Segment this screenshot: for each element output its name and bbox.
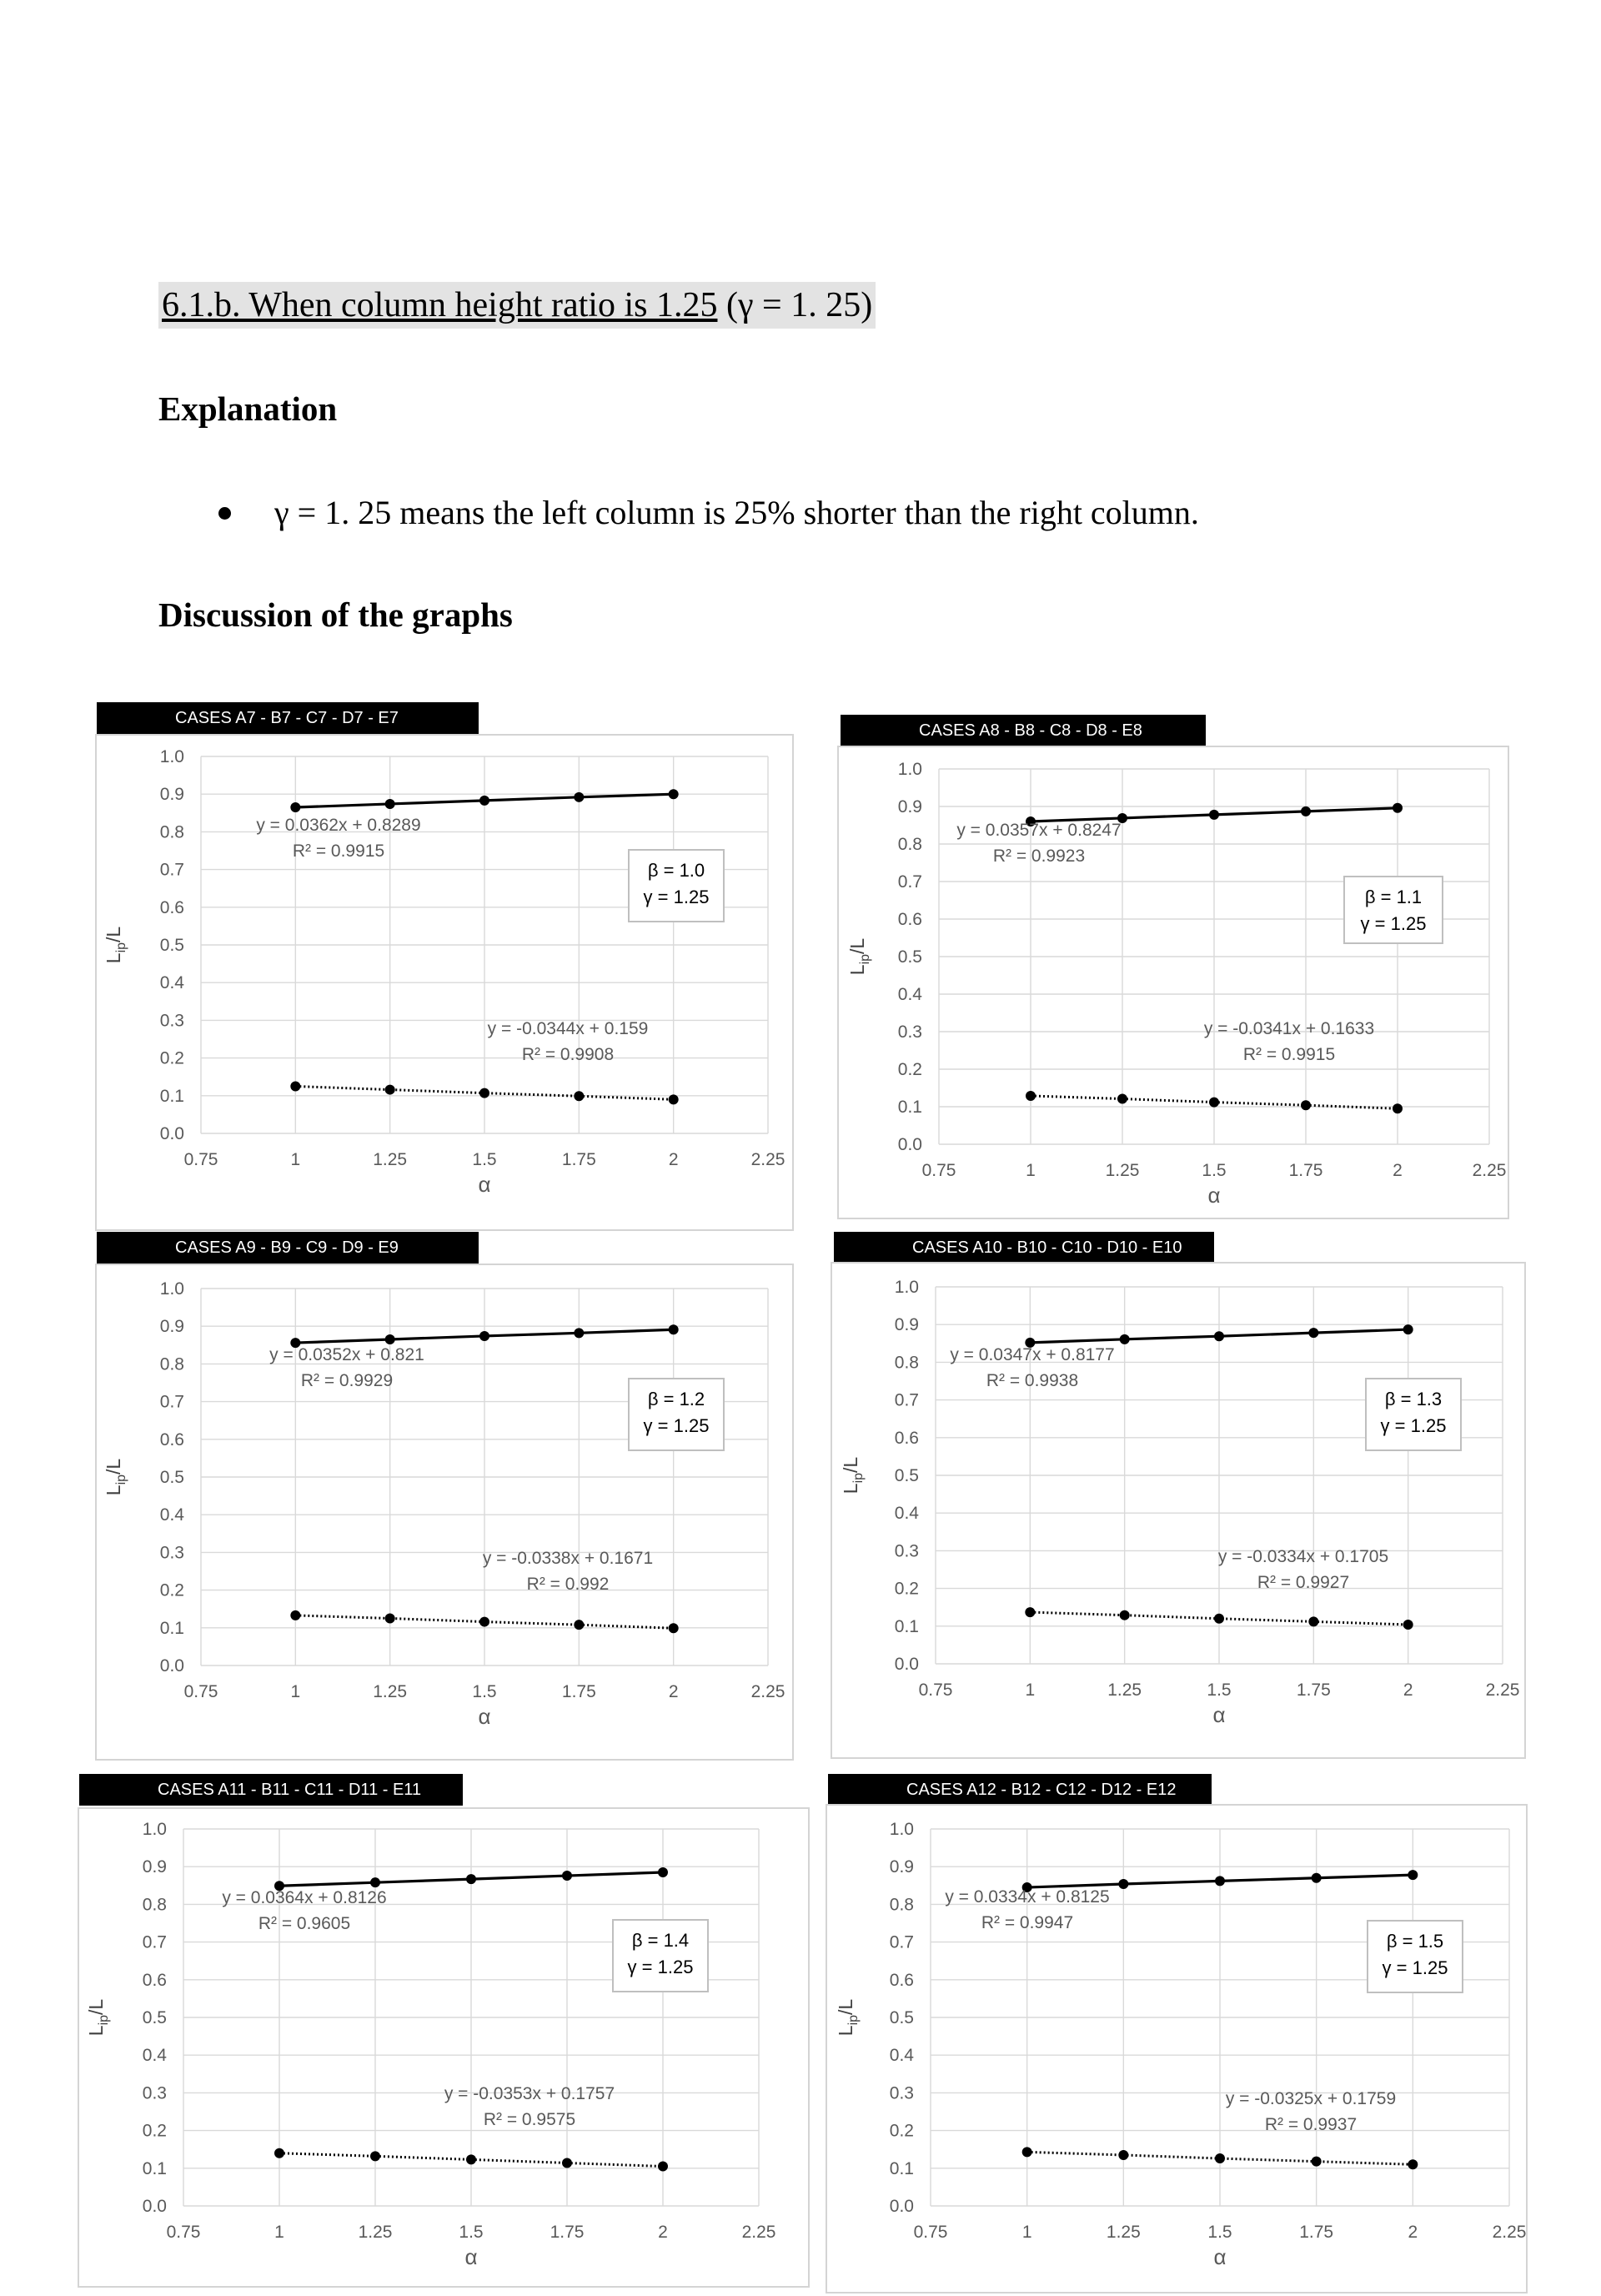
x-tick-label: 1 <box>1021 2223 1032 2242</box>
chart-frame <box>837 746 1509 1219</box>
y-tick-label: 0.3 <box>159 1011 184 1031</box>
y-tick-label: 0.9 <box>889 1857 914 1877</box>
y-tick-label: 0.9 <box>159 785 184 805</box>
beta-label: β = 1.1 <box>1364 887 1423 907</box>
data-point <box>1117 1094 1127 1104</box>
x-tick-label: 1.5 <box>1207 2223 1232 2242</box>
x-axis-label: α <box>478 1704 491 1729</box>
y-tick-label: 1.0 <box>142 1820 167 1839</box>
y-tick-label: 0.3 <box>897 1022 922 1042</box>
x-axis-label: α <box>1212 1702 1226 1727</box>
chart-title-text: CASES A10 - B10 - C10 - D10 - E10 <box>912 1238 1182 1257</box>
data-point <box>1214 1331 1224 1341</box>
x-tick-label: 1.25 <box>1105 1161 1140 1180</box>
x-tick-label: 1 <box>274 2223 284 2242</box>
chart-svg <box>839 747 1508 1218</box>
trendline-r2: R² = 0.992 <box>526 1575 610 1594</box>
data-point <box>658 1867 668 1877</box>
y-axis-label-text: $L_{ip}/L$ <box>103 1458 128 1496</box>
x-tick-label: 0.75 <box>183 1682 218 1701</box>
x-tick-label: 1.5 <box>472 1150 497 1169</box>
data-point <box>479 796 489 806</box>
data-point <box>274 2148 284 2158</box>
y-tick-label: 1.0 <box>897 760 922 779</box>
trendline-r2: R² = 0.9938 <box>986 1371 1079 1390</box>
y-axis-label <box>103 927 128 964</box>
data-point <box>385 799 395 809</box>
y-tick-label: 0.4 <box>897 985 922 1004</box>
gamma-label: γ = 1.25 <box>643 1415 710 1436</box>
trendline-equation: y = 0.0362x + 0.8289 <box>256 816 421 835</box>
data-point <box>1408 2159 1418 2169</box>
y-axis-label-text: $L_{ip}/L$ <box>103 926 128 964</box>
y-tick-label: 0.6 <box>894 1428 919 1448</box>
data-point <box>574 1328 584 1338</box>
y-tick-label: 0.4 <box>159 1505 184 1525</box>
trendline-r2: R² = 0.9937 <box>1264 2115 1358 2134</box>
y-tick-label: 1.0 <box>159 1279 184 1299</box>
y-axis-label-text: $L_{ip}/L$ <box>85 1998 111 2037</box>
x-tick-label: 2 <box>1408 2223 1418 2242</box>
y-axis-label <box>103 1459 128 1496</box>
chart-svg <box>97 1265 792 1759</box>
data-point <box>1301 1100 1311 1110</box>
y-tick-label: 0.9 <box>159 1317 184 1337</box>
y-tick-label: 0.8 <box>897 835 922 854</box>
chart-title-text: CASES A7 - B7 - C7 - D7 - E7 <box>175 709 399 727</box>
x-tick-label: 1.5 <box>472 1682 497 1701</box>
trendline-equation: y = 0.0352x + 0.821 <box>269 1345 424 1364</box>
data-point <box>1308 1328 1318 1338</box>
data-point <box>1301 806 1311 816</box>
trendline-r2: R² = 0.9908 <box>521 1045 615 1064</box>
y-tick-label: 0.2 <box>159 1048 184 1068</box>
data-point <box>1209 810 1219 820</box>
data-point <box>574 792 584 802</box>
y-tick-label: 0.5 <box>897 947 922 967</box>
chart-title-text: CASES A12 - B12 - C12 - D12 - E12 <box>906 1781 1177 1799</box>
x-axis-label: α <box>478 1172 491 1197</box>
data-point <box>479 1331 489 1341</box>
y-axis-label <box>840 1457 866 1495</box>
data-point <box>574 1091 584 1101</box>
y-tick-label: 0.6 <box>889 1970 914 1990</box>
x-tick-label: 1.25 <box>358 2223 393 2242</box>
x-tick-label: 1.75 <box>1299 2223 1334 2242</box>
y-tick-label: 0.7 <box>889 1932 914 1952</box>
y-tick-label: 0.0 <box>897 1135 922 1154</box>
data-point <box>385 1334 395 1344</box>
trendline-equation: y = -0.0344x + 0.159 <box>487 1019 649 1038</box>
trendline-equation: y = 0.0334x + 0.8125 <box>945 1887 1110 1907</box>
y-tick-label: 0.5 <box>159 936 184 955</box>
y-tick-label: 0.1 <box>894 1616 919 1636</box>
x-tick-label: 2 <box>668 1682 679 1701</box>
data-point <box>1120 1610 1130 1620</box>
trendline-equation: y = -0.0341x + 0.1633 <box>1203 1019 1375 1038</box>
x-tick-label: 0.75 <box>913 2223 948 2242</box>
x-tick-label: 1.25 <box>373 1150 408 1169</box>
x-tick-label: 2.25 <box>750 1150 785 1169</box>
data-point <box>290 1610 300 1620</box>
y-tick-label: 0.6 <box>897 910 922 929</box>
x-tick-label: 1.75 <box>1288 1161 1323 1180</box>
y-tick-label: 0.6 <box>159 1429 184 1449</box>
y-tick-label: 0.4 <box>159 973 184 993</box>
data-point <box>1215 1876 1225 1886</box>
x-tick-label: 0.75 <box>166 2223 201 2242</box>
y-tick-label: 0.2 <box>142 2121 167 2141</box>
beta-label: β = 1.4 <box>631 1930 690 1951</box>
y-tick-label: 0.3 <box>142 2083 167 2103</box>
trendline-equation: y = -0.0334x + 0.1705 <box>1217 1547 1389 1566</box>
trendline-r2: R² = 0.9929 <box>300 1371 394 1390</box>
x-tick-label: 1 <box>290 1682 301 1701</box>
x-tick-label: 2.25 <box>741 2223 776 2242</box>
data-point <box>1408 1870 1418 1880</box>
gamma-label: γ = 1.25 <box>1380 1415 1447 1436</box>
data-point <box>290 802 300 812</box>
chart-title <box>97 702 479 734</box>
data-point <box>385 1085 395 1095</box>
section-heading <box>158 282 876 329</box>
y-axis-label-text: $L_{ip}/L$ <box>835 1998 861 2037</box>
y-tick-label: 0.0 <box>142 2197 167 2216</box>
trendline-r2: R² = 0.9915 <box>292 842 385 861</box>
y-tick-label: 0.1 <box>897 1098 922 1117</box>
data-point <box>658 2162 668 2172</box>
bullet-lead: γ = 1. 25 <box>274 494 392 531</box>
data-point <box>669 789 679 799</box>
trendline-equation: y = 0.0357x + 0.8247 <box>956 821 1122 840</box>
y-axis-label <box>85 1999 111 2037</box>
y-tick-label: 0.1 <box>159 1086 184 1106</box>
chart-title <box>97 1232 479 1264</box>
x-tick-label: 1.75 <box>561 1682 596 1701</box>
bullet-dot <box>218 507 231 520</box>
chart-title <box>841 715 1206 746</box>
data-point <box>466 2154 476 2164</box>
gamma-label: γ = 1.25 <box>1382 1957 1448 1978</box>
x-tick-label: 1 <box>1025 1681 1036 1700</box>
x-axis-label: α <box>1207 1183 1221 1208</box>
y-tick-label: 1.0 <box>159 747 184 766</box>
trendline-r2: R² = 0.9923 <box>992 847 1086 866</box>
y-tick-label: 0.0 <box>159 1656 184 1676</box>
chart-frame <box>95 734 794 1231</box>
y-tick-label: 0.9 <box>142 1857 167 1877</box>
chart-svg <box>79 1809 808 2286</box>
trendline-equation: y = -0.0325x + 0.1759 <box>1225 2089 1397 2108</box>
x-tick-label: 2 <box>658 2223 668 2242</box>
x-tick-label: 2 <box>1393 1161 1403 1180</box>
data-point <box>1312 2157 1322 2167</box>
y-tick-label: 0.3 <box>159 1543 184 1563</box>
data-point <box>1308 1616 1318 1626</box>
chart-title <box>834 1232 1214 1264</box>
chart-title <box>79 1774 463 1806</box>
x-tick-label: 2 <box>1403 1681 1413 1700</box>
data-point <box>669 1623 679 1633</box>
y-tick-label: 0.6 <box>142 1970 167 1990</box>
data-point <box>370 1877 380 1887</box>
y-tick-label: 0.8 <box>142 1895 167 1915</box>
y-tick-label: 0.7 <box>897 872 922 892</box>
x-tick-label: 1.5 <box>1202 1161 1227 1180</box>
x-tick-label: 1.25 <box>373 1682 408 1701</box>
x-tick-label: 1.25 <box>1106 2223 1141 2242</box>
y-tick-label: 0.8 <box>889 1895 914 1915</box>
x-tick-label: 1.5 <box>1207 1681 1232 1700</box>
trendline-equation: y = 0.0364x + 0.8126 <box>222 1888 387 1907</box>
beta-label: β = 1.0 <box>647 860 705 881</box>
x-tick-label: 0.75 <box>183 1150 218 1169</box>
y-tick-label: 0.6 <box>159 897 184 917</box>
x-axis-label: α <box>1213 2244 1227 2269</box>
data-point <box>562 2158 572 2168</box>
y-tick-label: 0.0 <box>159 1124 184 1143</box>
data-point <box>1393 1103 1403 1113</box>
bullet-text: means the left column is 25% shorter than the right column. <box>399 494 1199 531</box>
data-point <box>1393 803 1403 813</box>
data-point <box>370 2151 380 2161</box>
chart-title-text: CASES A8 - B8 - C8 - D8 - E8 <box>919 721 1142 740</box>
y-tick-label: 0.2 <box>897 1060 922 1079</box>
chart-frame <box>95 1264 794 1761</box>
data-point <box>385 1614 395 1624</box>
x-tick-label: 2.25 <box>1472 1161 1507 1180</box>
y-axis-label-text: $L_{ip}/L$ <box>846 937 872 976</box>
section-title: 6.1.b. When column height ratio is 1.25 <box>162 286 718 324</box>
explanation-heading: Explanation <box>158 389 338 428</box>
trendline-equation: y = -0.0353x + 0.1757 <box>444 2084 615 2103</box>
data-point <box>479 1617 489 1627</box>
y-tick-label: 0.7 <box>159 860 184 880</box>
y-tick-label: 0.4 <box>889 2046 914 2066</box>
data-point <box>1025 1607 1035 1617</box>
data-point <box>562 1871 572 1881</box>
explanation-bullet <box>218 490 1199 535</box>
chart-frame <box>831 1262 1526 1759</box>
chart-svg <box>832 1264 1524 1757</box>
data-point <box>1118 2150 1128 2160</box>
y-tick-label: 0.7 <box>894 1390 919 1410</box>
data-point <box>1026 1091 1036 1101</box>
y-tick-label: 0.2 <box>889 2121 914 2141</box>
x-tick-label: 1.75 <box>561 1150 596 1169</box>
trendline-r2: R² = 0.9927 <box>1257 1573 1350 1592</box>
x-tick-label: 1.25 <box>1107 1681 1142 1700</box>
data-point <box>669 1324 679 1334</box>
y-tick-label: 0.3 <box>894 1541 919 1561</box>
y-tick-label: 0.8 <box>894 1353 919 1373</box>
x-tick-label: 2.25 <box>1492 2223 1526 2242</box>
data-point <box>1403 1620 1413 1630</box>
y-tick-label: 0.1 <box>889 2158 914 2178</box>
chart-svg <box>827 1806 1526 2292</box>
x-tick-label: 1.75 <box>550 2223 585 2242</box>
y-tick-label: 0.5 <box>142 2008 167 2027</box>
x-tick-label: 2.25 <box>1485 1681 1520 1700</box>
y-axis-label-text: $L_{ip}/L$ <box>840 1456 866 1495</box>
chart-frame <box>78 1807 810 2288</box>
x-tick-label: 1 <box>290 1150 301 1169</box>
gamma-label: γ = 1.25 <box>627 1957 694 1977</box>
chart-frame <box>826 1804 1528 2293</box>
y-tick-label: 0.8 <box>159 1354 184 1374</box>
y-axis-label <box>846 938 872 976</box>
trendline-equation: y = -0.0338x + 0.1671 <box>482 1549 654 1568</box>
data-point <box>479 1088 489 1098</box>
data-point <box>1118 1879 1128 1889</box>
y-tick-label: 1.0 <box>894 1278 919 1297</box>
y-tick-label: 0.4 <box>142 2046 167 2066</box>
y-tick-label: 0.2 <box>159 1580 184 1600</box>
data-point <box>574 1620 584 1630</box>
discussion-heading: Discussion of the graphs <box>158 595 513 634</box>
data-point <box>1209 1098 1219 1108</box>
trendline-r2: R² = 0.9605 <box>258 1914 351 1933</box>
y-tick-label: 1.0 <box>889 1820 914 1839</box>
y-tick-label: 0.5 <box>889 2008 914 2027</box>
x-tick-label: 1.75 <box>1296 1681 1331 1700</box>
data-point <box>1022 2147 1032 2157</box>
section-formula: (γ = 1. 25) <box>725 286 873 324</box>
data-point <box>466 1874 476 1884</box>
gamma-label: γ = 1.25 <box>1360 913 1427 934</box>
x-tick-label: 2 <box>668 1150 679 1169</box>
y-tick-label: 0.1 <box>159 1618 184 1638</box>
chart-title-text: CASES A11 - B11 - C11 - D11 - E11 <box>158 1781 422 1799</box>
chart-title <box>828 1774 1212 1806</box>
x-tick-label: 0.75 <box>918 1681 953 1700</box>
y-tick-label: 0.9 <box>894 1315 919 1335</box>
y-tick-label: 0.4 <box>894 1504 919 1524</box>
y-tick-label: 0.7 <box>142 1932 167 1952</box>
x-tick-label: 1 <box>1026 1161 1036 1180</box>
y-tick-label: 0.5 <box>894 1466 919 1485</box>
data-point <box>1214 1614 1224 1624</box>
y-tick-label: 0.9 <box>897 797 922 816</box>
data-point <box>1403 1324 1413 1334</box>
x-tick-label: 0.75 <box>921 1161 956 1180</box>
data-point <box>1215 2153 1225 2163</box>
trendline-r2: R² = 0.9947 <box>981 1913 1074 1932</box>
gamma-label: γ = 1.25 <box>643 887 710 907</box>
y-tick-label: 0.0 <box>894 1655 919 1674</box>
beta-label: β = 1.3 <box>1384 1389 1443 1409</box>
beta-label: β = 1.5 <box>1386 1931 1444 1952</box>
data-point <box>1120 1334 1130 1344</box>
chart-svg <box>97 736 792 1229</box>
y-tick-label: 0.1 <box>142 2158 167 2178</box>
trendline-r2: R² = 0.9915 <box>1242 1045 1336 1064</box>
y-tick-label: 0.7 <box>159 1392 184 1412</box>
y-tick-label: 0.8 <box>159 822 184 842</box>
x-tick-label: 1.5 <box>459 2223 484 2242</box>
beta-label: β = 1.2 <box>647 1389 705 1409</box>
y-axis-label <box>835 1999 861 2037</box>
y-tick-label: 0.3 <box>889 2083 914 2103</box>
data-point <box>290 1082 300 1092</box>
data-point <box>669 1094 679 1104</box>
y-tick-label: 0.2 <box>894 1579 919 1599</box>
trendline-equation: y = 0.0347x + 0.8177 <box>950 1345 1115 1364</box>
data-point <box>1312 1873 1322 1883</box>
chart-title-text: CASES A9 - B9 - C9 - D9 - E9 <box>175 1238 399 1257</box>
y-tick-label: 0.0 <box>889 2197 914 2216</box>
y-tick-label: 0.5 <box>159 1468 184 1487</box>
trendline-r2: R² = 0.9575 <box>483 2110 576 2129</box>
x-axis-label: α <box>464 2244 478 2269</box>
x-tick-label: 2.25 <box>750 1682 785 1701</box>
